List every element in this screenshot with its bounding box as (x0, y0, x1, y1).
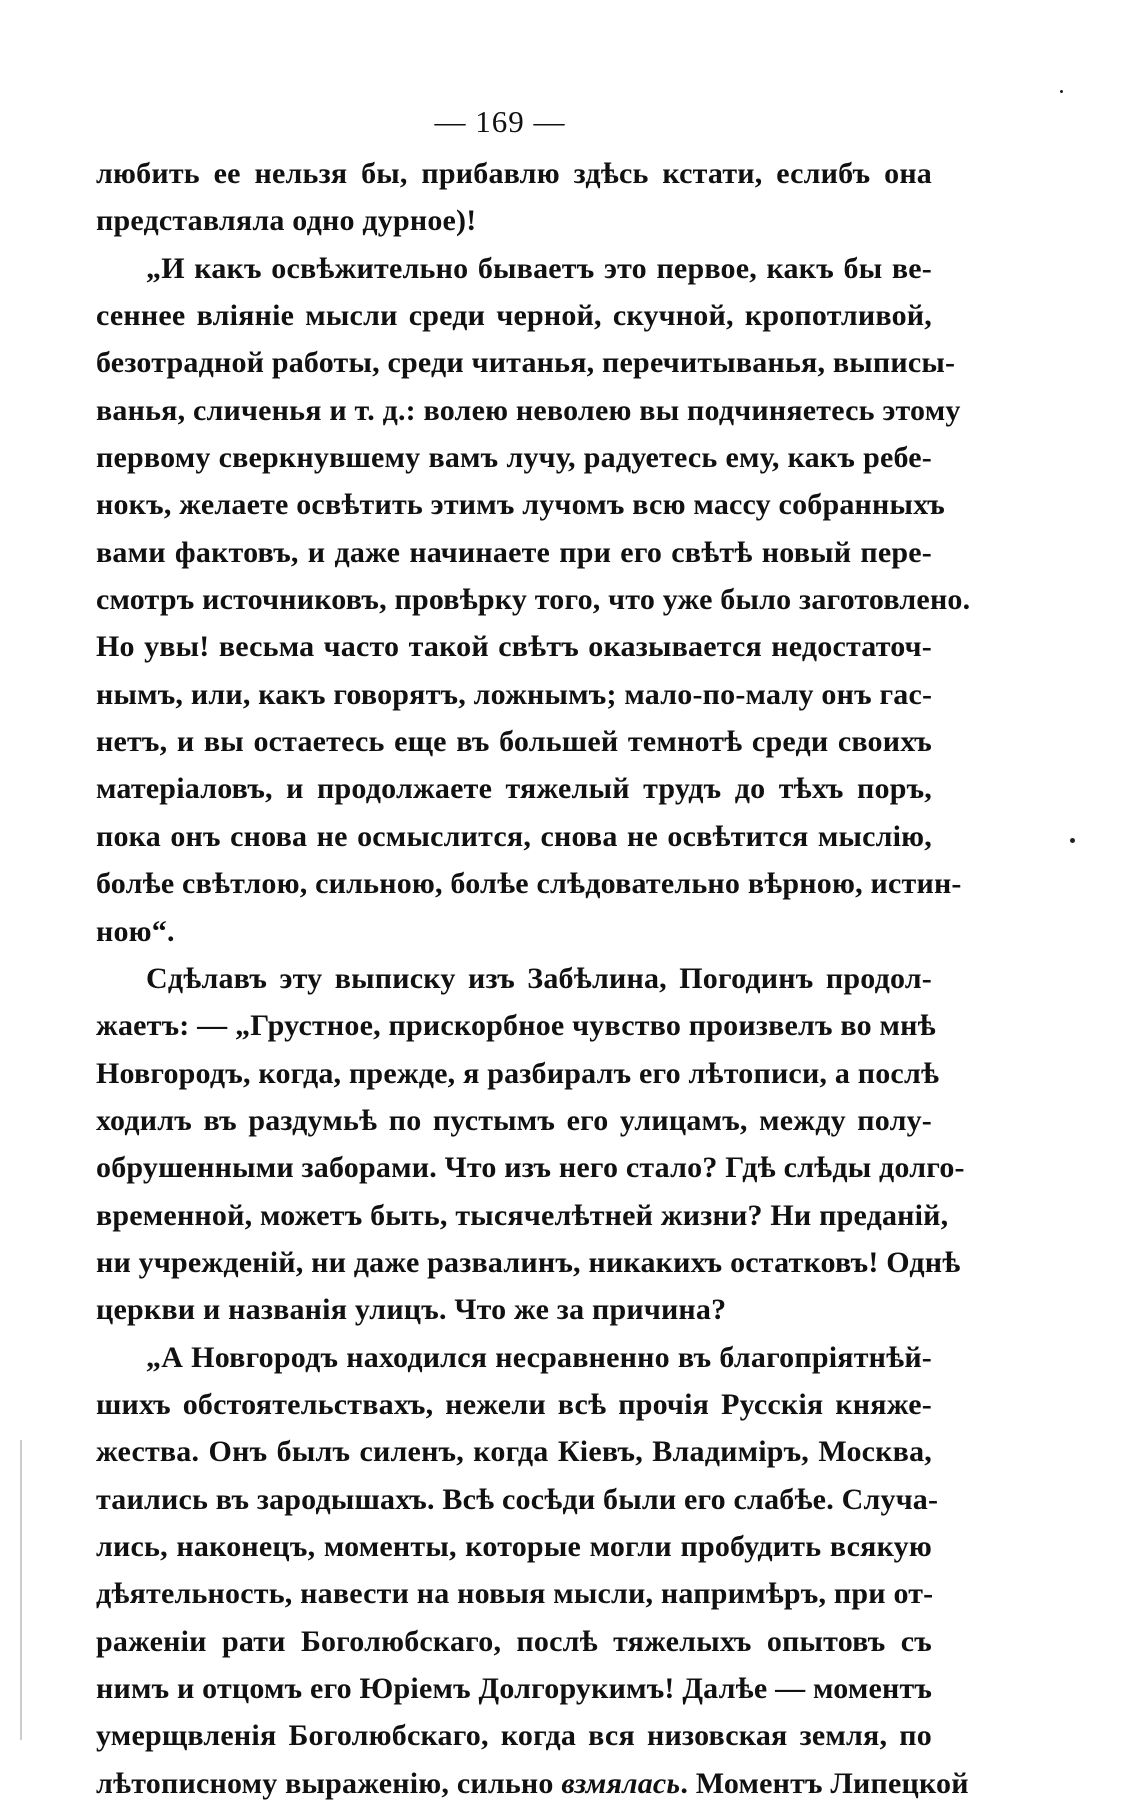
scan-edge-mark (20, 1440, 22, 1740)
text-line: временной, можетъ быть, тысячелѣтней жизни? Ни преданій, (96, 1198, 949, 1232)
text-line: вами фактовъ, и даже начинаете при его свѣтѣ новый пере- (96, 535, 932, 569)
text-line: ванья, сличенья и т. д.: волею неволею вы подчиняетесь этому (96, 393, 961, 427)
text-line: жества. Онъ былъ силенъ, когда Кіевъ, Владиміръ, Москва, (96, 1435, 932, 1469)
scan-speck (1060, 90, 1063, 93)
text-line: любить ее нельзя бы, прибавлю здѣсь кстати, еслибъ она (96, 157, 932, 190)
text-line: безотрадной работы, среди читанья, перечитыванья, выписы- (96, 346, 956, 380)
text-line: нокъ, желаете освѣтить этимъ лучомъ всю массу собранныхъ (96, 488, 945, 522)
text-line: первому сверкнувшему вамъ лучу, радуетесь ему, какъ ребе- (96, 441, 932, 475)
text-line: жаетъ: — „Грустное, прискорбное чувство произвелъ во мнѣ (96, 1009, 936, 1043)
page-number: — 169 — (434, 104, 566, 139)
text-line: матеріаловъ, и продолжаете тяжелый трудъ до тѣхъ поръ, (96, 772, 932, 806)
text-line: шихъ обстоятельствахъ, нежели всѣ прочія Русскія княже- (96, 1387, 932, 1421)
text-line: таились въ зародышахъ. Всѣ сосѣди были его слабѣе. Случа- (96, 1482, 939, 1516)
text-line: пока онъ снова не осмыслится, снова не освѣтится мыслію, (96, 819, 932, 853)
text-line: ни учрежденій, ни даже развалинъ, никакихъ остатковъ! Однѣ (96, 1245, 961, 1279)
text-line: лѣтописному выраженію, сильно взмялась. Моментъ Липецкой (96, 1766, 969, 1800)
body-text (96, 150, 971, 1807)
text-line: нимъ и отцомъ его Юріемъ Долгорукимъ! Далѣе — моментъ (96, 1672, 933, 1705)
text-line: Новгородъ, когда, прежде, я разбиралъ его лѣтописи, а послѣ (96, 1056, 940, 1090)
text-line: „И какъ освѣжительно бываетъ это первое, какъ бы ве- (146, 251, 932, 285)
text-line: обрушенными заборами. Что изъ него стало? Гдѣ слѣды долго- (96, 1151, 965, 1185)
text-line: умерщвленія Боголюбскаго, когда вся низовская земля, по (96, 1719, 932, 1753)
text-line: смотръ источниковъ, провѣрку того, что уже было заготовлено. (96, 583, 971, 617)
text-line: ною“. (96, 914, 175, 948)
text-line: нымъ, или, какъ говорятъ, ложнымъ; мало-по-малу онъ гас- (96, 677, 933, 711)
text-line: нетъ, и вы остаетесь еще въ большей темнотѣ среди своихъ (96, 725, 932, 759)
text-line: церкви и названія улицъ. Что же за причина? (96, 1293, 727, 1327)
emphasized-word: взмялась (561, 1766, 681, 1800)
text-line: Сдѣлавъ эту выписку изъ Забѣлина, Погодинъ продол- (146, 961, 932, 995)
text-line: лись, наконецъ, моменты, которые могли пробудить всякую (96, 1529, 932, 1563)
text-line: болѣе свѣтлою, сильною, болѣе слѣдовательно вѣрною, истин- (96, 867, 962, 901)
text-line: представляла одно дурное)! (96, 204, 477, 238)
text-line: ходилъ въ раздумьѣ по пустымъ его улицамъ, между полу- (96, 1103, 932, 1137)
scan-speck (1070, 838, 1075, 843)
text-line: Но увы! весьма часто такой свѣтъ оказывается недостаточ- (96, 630, 932, 664)
text-line: сеннее вліяніе мысли среди черной, скучной, кропотливой, (96, 299, 932, 333)
text-line: дѣятельность, навести на новыя мысли, напримѣръ, при от- (96, 1577, 934, 1611)
text-line: раженіи рати Боголюбскаго, послѣ тяжелыхъ опытовъ съ (96, 1624, 932, 1658)
text-line: „А Новгородъ находился несравненно въ благопріятнѣй- (146, 1340, 932, 1374)
